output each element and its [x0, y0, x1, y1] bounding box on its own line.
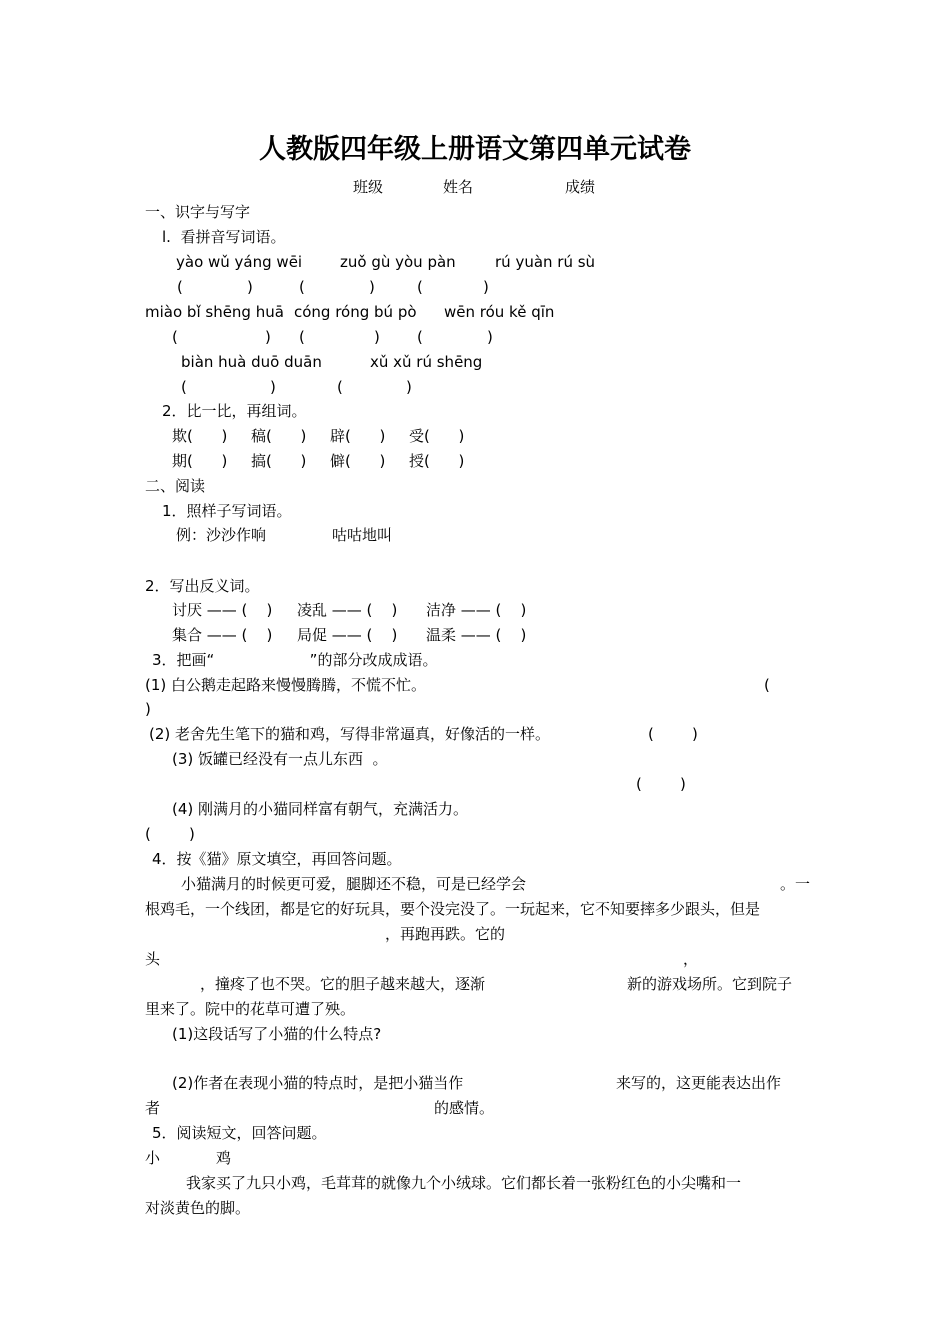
antonym-item: 温柔 —— ( ) — [426, 626, 527, 644]
answer-paren-close: ) — [374, 328, 380, 346]
answer-paren-close: ) — [247, 278, 253, 296]
s1-q2-label: 2．比一比，再组词。 — [162, 402, 307, 420]
answer-paren-open: ( — [299, 328, 305, 346]
answer-paren-open: ( — [764, 676, 770, 694]
antonym-item: 局促 —— ( ) — [297, 626, 398, 644]
compare-item: 稿( ) — [251, 427, 307, 445]
class-field-label: 班级 — [353, 178, 384, 196]
answer-paren-close: ) — [270, 378, 276, 396]
answer-paren-open: ( — [337, 378, 343, 396]
answer-paren-close: ) — [369, 278, 375, 296]
question-a: (1)这段话写了小猫的什么特点? — [172, 1025, 382, 1043]
pinyin-3: rú yuàn rú sù — [495, 253, 596, 271]
pinyin-7: biàn huà duō duān — [181, 353, 322, 371]
answer-paren-close: ) — [265, 328, 271, 346]
story-title-part: 鸡 — [216, 1149, 232, 1167]
answer-parens: ( ) — [145, 825, 195, 843]
passage-line: ，再跑再跌。它的 — [385, 925, 506, 943]
answer-paren-close: ) — [483, 278, 489, 296]
story-title-part: 小 — [145, 1149, 161, 1167]
answer-parens: ( ) — [648, 725, 698, 743]
answer-paren-open: ( — [299, 278, 305, 296]
story-line: 我家买了九只小鸡，毛茸茸的就像九个小绒球。它们都长着一张粉红色的小尖嘴和一 — [186, 1174, 742, 1192]
question-b-line2-end: 的感情。 — [434, 1099, 495, 1117]
compare-item: 搞( ) — [251, 452, 307, 470]
question-b-line2: 者 — [145, 1099, 161, 1117]
passage-line: 里来了。院中的花草可遭了殃。 — [145, 1000, 356, 1018]
pinyin-4: miào bǐ shēng huā — [145, 303, 284, 321]
question-b-end: 来写的，这更能表达出作 — [616, 1074, 782, 1092]
page-title: 人教版四年级上册语文第四单元试卷 — [259, 134, 691, 165]
compare-item: 受( ) — [409, 427, 465, 445]
passage-line: 新的游戏场所。它到院子 — [627, 975, 793, 993]
answer-paren-open: ( — [181, 378, 187, 396]
s1-q1-label: l. 看拼音写词语。 — [162, 228, 286, 246]
s2-q4-label: 4．按《猫》原文填空，再回答问题。 — [152, 850, 402, 868]
answer-paren-open: ( — [177, 278, 183, 296]
passage-line: ， — [683, 950, 699, 968]
passage-line: ，撞疼了也不哭。它的胆子越来越大，逐渐 — [200, 975, 486, 993]
name-field-label: 姓名 — [443, 178, 474, 196]
antonym-item: 洁净 —— ( ) — [426, 601, 527, 619]
idiom-sentence-1: (1) 白公鹅走起路来慢慢腾腾，不慌不忙。 — [145, 676, 427, 694]
answer-paren-close: ) — [487, 328, 493, 346]
answer-paren-open: ( — [172, 328, 178, 346]
answer-paren-open: ( — [417, 278, 423, 296]
answer-paren-close: ) — [145, 700, 151, 718]
antonym-item: 凌乱 —— ( ) — [297, 601, 398, 619]
compare-item: 欺( ) — [172, 427, 228, 445]
s2-q1-example: 例：沙沙作响 — [176, 526, 267, 544]
pinyin-6: wēn róu kě qīn — [444, 303, 555, 321]
s2-q2-label: 2．写出反义词。 — [145, 577, 260, 595]
question-b: (2)作者在表现小猫的特点时，是把小猫当作 — [172, 1074, 464, 1092]
answer-parens: ( ) — [636, 775, 686, 793]
score-field-label: 成绩 — [565, 178, 596, 196]
compare-item: 授( ) — [409, 452, 465, 470]
compare-item: 辟( ) — [330, 427, 386, 445]
compare-item: 期( ) — [172, 452, 228, 470]
passage-line: 小猫满月的时候更可爱，腿脚还不稳，可是已经学会 — [181, 875, 527, 893]
compare-item: 僻( ) — [330, 452, 386, 470]
s2-q5-label: 5．阅读短文，回答问题。 — [152, 1124, 327, 1142]
story-line: 对淡黄色的脚。 — [145, 1199, 251, 1217]
section1-heading: 一、识字与写字 — [145, 203, 251, 221]
pinyin-8: xǔ xǔ rú shēng — [370, 353, 483, 371]
antonym-item: 集合 —— ( ) — [172, 626, 273, 644]
idiom-sentence-4: (4) 刚满月的小猫同样富有朝气，充满活力。 — [172, 800, 469, 818]
answer-paren-open: ( — [417, 328, 423, 346]
s2-q3-label: 3．把画“ ”的部分改成成语。 — [152, 651, 438, 669]
s2-q1-label: 1．照样子写词语。 — [162, 502, 292, 520]
section2-heading: 二、阅读 — [145, 477, 206, 495]
passage-line: 头 — [145, 950, 161, 968]
passage-line: 。一 — [780, 875, 811, 893]
answer-paren-close: ) — [406, 378, 412, 396]
s2-q1-example2: 咕咕地叫 — [332, 526, 393, 544]
pinyin-1: yào wǔ yáng wēi — [176, 253, 303, 271]
idiom-sentence-2: (2) 老舍先生笔下的猫和鸡，写得非常逼真，好像活的一样。 — [149, 725, 551, 743]
pinyin-2: zuǒ gù yòu pàn — [340, 253, 456, 271]
pinyin-5: cóng róng bú pò — [294, 303, 417, 321]
passage-line: 根鸡毛，一个线团，都是它的好玩具，要个没完没了。一玩起来，它不知要摔多少跟头，但是 — [145, 900, 761, 918]
idiom-sentence-3: (3) 饭罐已经没有一点儿东西 。 — [172, 750, 388, 768]
antonym-item: 讨厌 —— ( ) — [172, 601, 273, 619]
